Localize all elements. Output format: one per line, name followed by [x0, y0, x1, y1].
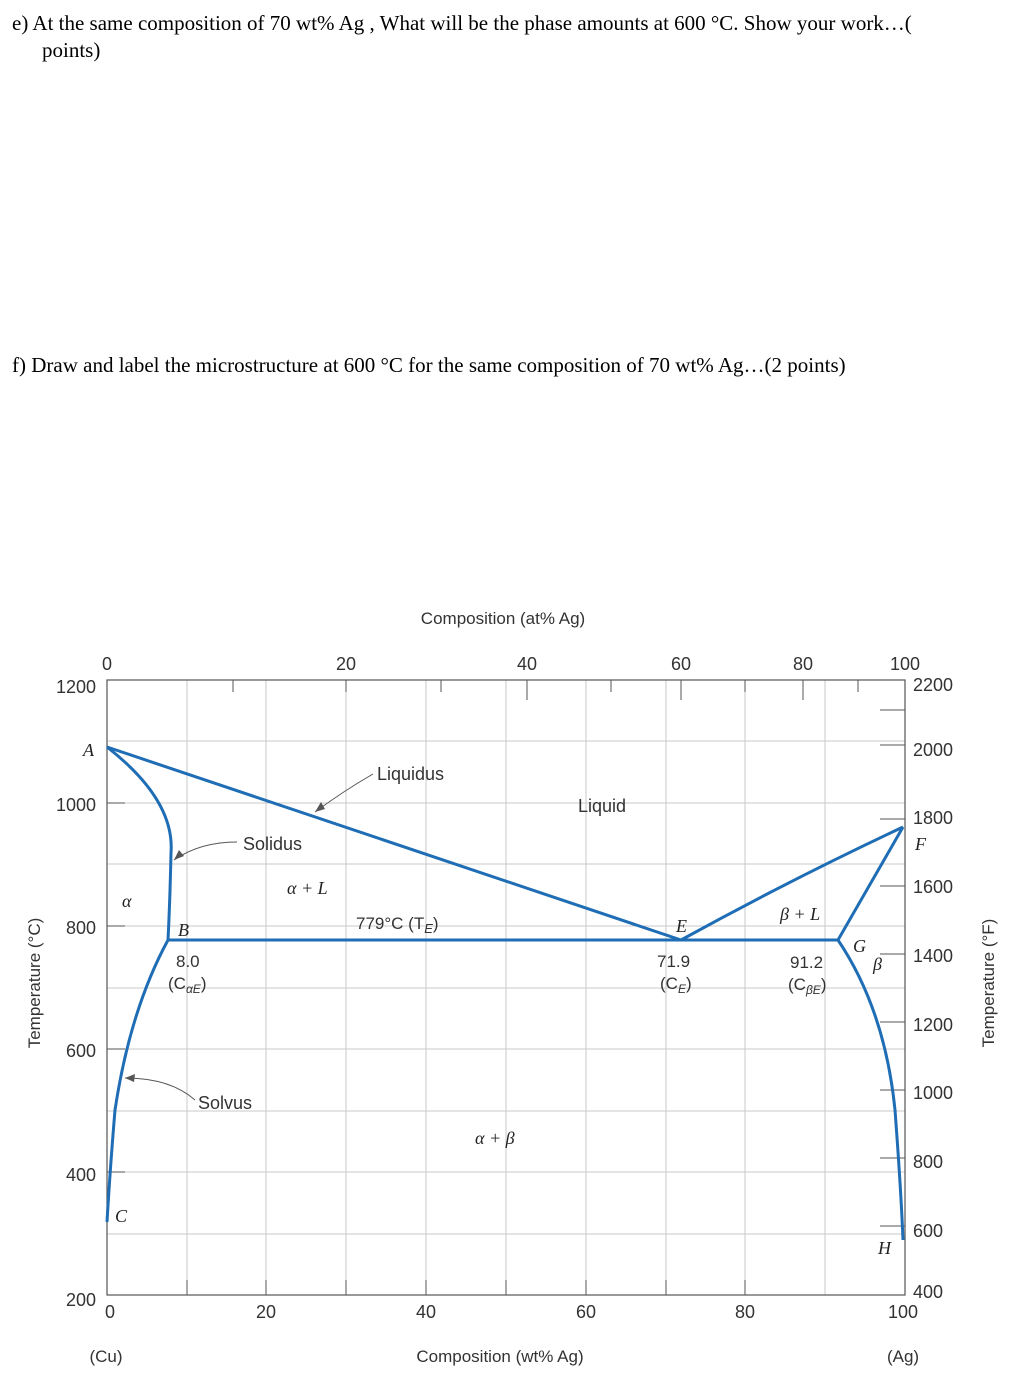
bottom-tick-label: 20 — [255, 1302, 277, 1322]
point-e-label: E — [676, 916, 687, 936]
phase-diagram-cu-ag — [0, 590, 1018, 1374]
right-tick-label: 1000 — [913, 1083, 954, 1103]
top-tick-label: 100 — [889, 654, 921, 674]
solidus-label: Solidus — [243, 834, 303, 854]
beta-label: β — [873, 954, 882, 974]
solvus-right — [838, 940, 903, 1240]
solvus-label: Solvus — [198, 1093, 253, 1113]
top-tick-label: 20 — [335, 654, 357, 674]
left-axis-title: Temperature (°C) — [25, 917, 44, 1049]
c-e-label: $(C_E)$ — [660, 974, 692, 996]
right-tick-label: 2200 — [913, 675, 954, 695]
bottom-tick-label: 80 — [734, 1302, 756, 1322]
top-tick-label: 40 — [516, 654, 538, 674]
c-alpha-e-label: $(C_{\alpha E})$ — [168, 974, 207, 996]
phase-boundaries — [107, 747, 903, 1240]
alpha-label: α — [122, 891, 132, 911]
top-tick-label: 60 — [670, 654, 692, 674]
alpha-l-label: α + L — [287, 878, 328, 898]
bottom-tick-label: 0 — [104, 1302, 116, 1322]
top-axis-title: Composition (at% Ag) — [420, 609, 586, 628]
left-tick-label: 800 — [65, 918, 96, 938]
left-tick-label: 200 — [65, 1290, 96, 1310]
right-tick-label: 600 — [913, 1221, 944, 1241]
liquidus-label: Liquidus — [377, 764, 445, 784]
left-tick-label: 600 — [65, 1041, 96, 1061]
beta-l-label: β + L — [780, 904, 821, 924]
c-e-value: 71.9 — [657, 952, 691, 971]
right-tick-label: 1800 — [913, 808, 954, 828]
cu-label: (Cu) — [89, 1347, 123, 1366]
right-tick-label: 800 — [913, 1152, 944, 1172]
solvus-left — [107, 940, 168, 1222]
bottom-tick-label: 60 — [575, 1302, 597, 1322]
right-tick-label: 400 — [913, 1282, 944, 1302]
point-a-label: A — [83, 740, 94, 760]
question-e-line1: e) At the same composition of 70 wt% Ag , What will be the phase amounts at 600 °C. Show your work…( — [12, 11, 912, 35]
liquid-label: Liquid — [578, 796, 627, 816]
right-axis-title: Temperature (°F) — [979, 918, 998, 1048]
c-beta-e-label: $(C_{\beta E})$ — [788, 975, 827, 997]
solidus-left — [107, 747, 171, 940]
left-tick-label: 1000 — [55, 795, 96, 815]
question-f: f) Draw and label the microstructure at 600 °C for the same composition of 70 wt% Ag…(2 points) — [12, 353, 846, 377]
c-alpha-e-value: 8.0 — [176, 952, 200, 971]
eutectic-temp-label: 779°C $(T_E)$ — [356, 914, 439, 936]
alpha-beta-label: α + β — [475, 1128, 515, 1148]
c-beta-e-value: 91.2 — [790, 953, 824, 972]
ag-label: (Ag) — [886, 1347, 920, 1366]
grid — [107, 680, 905, 1295]
left-tick-label: 400 — [65, 1165, 96, 1185]
point-g-label: G — [853, 936, 866, 956]
right-tick-label: 1200 — [913, 1015, 954, 1035]
right-tick-label: 1600 — [913, 877, 954, 897]
bottom-tick-label: 40 — [415, 1302, 437, 1322]
point-c-label: C — [115, 1206, 128, 1226]
point-h-label: H — [878, 1238, 891, 1258]
question-e-line2: points) — [42, 38, 101, 62]
bottom-axis-title: Composition (wt% Ag) — [416, 1347, 584, 1366]
point-b-label: B — [178, 920, 189, 940]
point-f-label: F — [915, 834, 926, 854]
left-tick-label: 1200 — [55, 677, 96, 697]
right-tick-label: 1400 — [913, 946, 954, 966]
top-tick-label: 0 — [101, 654, 113, 674]
bottom-tick-label: 100 — [887, 1302, 919, 1322]
right-tick-label: 2000 — [913, 740, 954, 760]
question-e — [12, 10, 1018, 64]
top-tick-label: 80 — [792, 654, 814, 674]
